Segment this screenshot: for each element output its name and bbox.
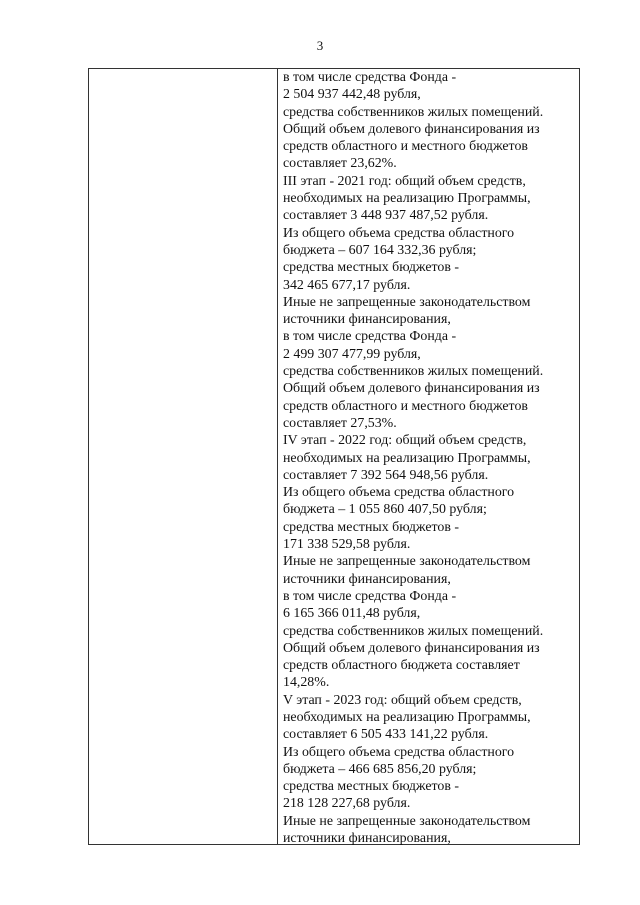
text-line: источники финансирования, (283, 312, 451, 328)
text-line: средств областного и местного бюджетов (283, 398, 528, 414)
text-line: 2 504 937 442,48 рубля, (283, 87, 421, 103)
text-line: 6 165 366 011,48 рубля, (283, 606, 421, 622)
text-line: составляет 23,62%. (283, 156, 397, 172)
text-line: Из общего объема средства областного (283, 485, 515, 501)
text-line: 218 128 227,68 рубля. (283, 796, 411, 812)
text-line: Общий объем долевого финансирования из (283, 640, 540, 656)
text-line: средства местных бюджетов - (283, 519, 460, 535)
text-line: средства собственников жилых помещений. (283, 623, 544, 639)
text-line: необходимых на реализацию Программы, (283, 191, 531, 207)
text-line: IV этап - 2022 год: общий объем средств, (283, 433, 527, 449)
text-line: составляет 6 505 433 141,22 рубля. (283, 727, 489, 743)
text-line: в том числе средства Фонда - (283, 70, 457, 85)
text-line: 171 338 529,58 рубля. (283, 537, 411, 553)
text-line: Иные не запрещенные законодательством (283, 294, 531, 310)
text-line: средств областного и местного бюджетов (283, 139, 528, 155)
text-line: Общий объем долевого финансирования из (283, 121, 540, 137)
text-line: источники финансирования, (283, 571, 451, 587)
text-line: источники финансирования, (283, 831, 451, 847)
text-line: средства собственников жилых помещений. (283, 104, 544, 120)
text-line: бюджета – 466 685 856,20 рубля; (283, 761, 477, 777)
text-line: 342 465 677,17 рубля. (283, 277, 411, 293)
table-left-cell (89, 69, 278, 844)
text-line: Общий объем долевого финансирования из (283, 381, 540, 397)
text-line: бюджета – 607 164 332,36 рубля; (283, 242, 477, 258)
program-funding-table (88, 68, 580, 845)
text-line: 2 499 307 477,99 рубля, (283, 346, 421, 362)
text-line: III этап - 2021 год: общий объем средств, (283, 173, 526, 189)
text-line: средств областного бюджета составляет (283, 658, 520, 674)
text-line: необходимых на реализацию Программы, (283, 709, 531, 725)
text-line: Иные не запрещенные законодательством (283, 813, 531, 829)
text-line: в том числе средства Фонда - (283, 588, 457, 604)
table-right-cell (278, 69, 579, 847)
text-line: составляет 7 392 564 948,56 рубля. (283, 467, 489, 483)
text-line: средства местных бюджетов - (283, 779, 460, 795)
text-line: составляет 27,53%. (283, 415, 397, 431)
text-line: необходимых на реализацию Программы, (283, 450, 531, 466)
text-line: Иные не запрещенные законодательством (283, 554, 531, 570)
text-line: V этап - 2023 год: общий объем средств, (283, 692, 522, 708)
text-line: бюджета – 1 055 860 407,50 рубля; (283, 502, 487, 518)
text-line: средства собственников жилых помещений. (283, 364, 544, 380)
text-line: Из общего объема средства областного (283, 744, 515, 760)
page-number: 3 (316, 38, 324, 53)
text-line: 14,28%. (283, 675, 330, 691)
text-line: составляет 3 448 937 487,52 рубля. (283, 208, 489, 224)
text-line: Из общего объема средства областного (283, 225, 515, 241)
text-line: средства местных бюджетов - (283, 260, 460, 276)
text-line: в том числе средства Фонда - (283, 329, 457, 345)
